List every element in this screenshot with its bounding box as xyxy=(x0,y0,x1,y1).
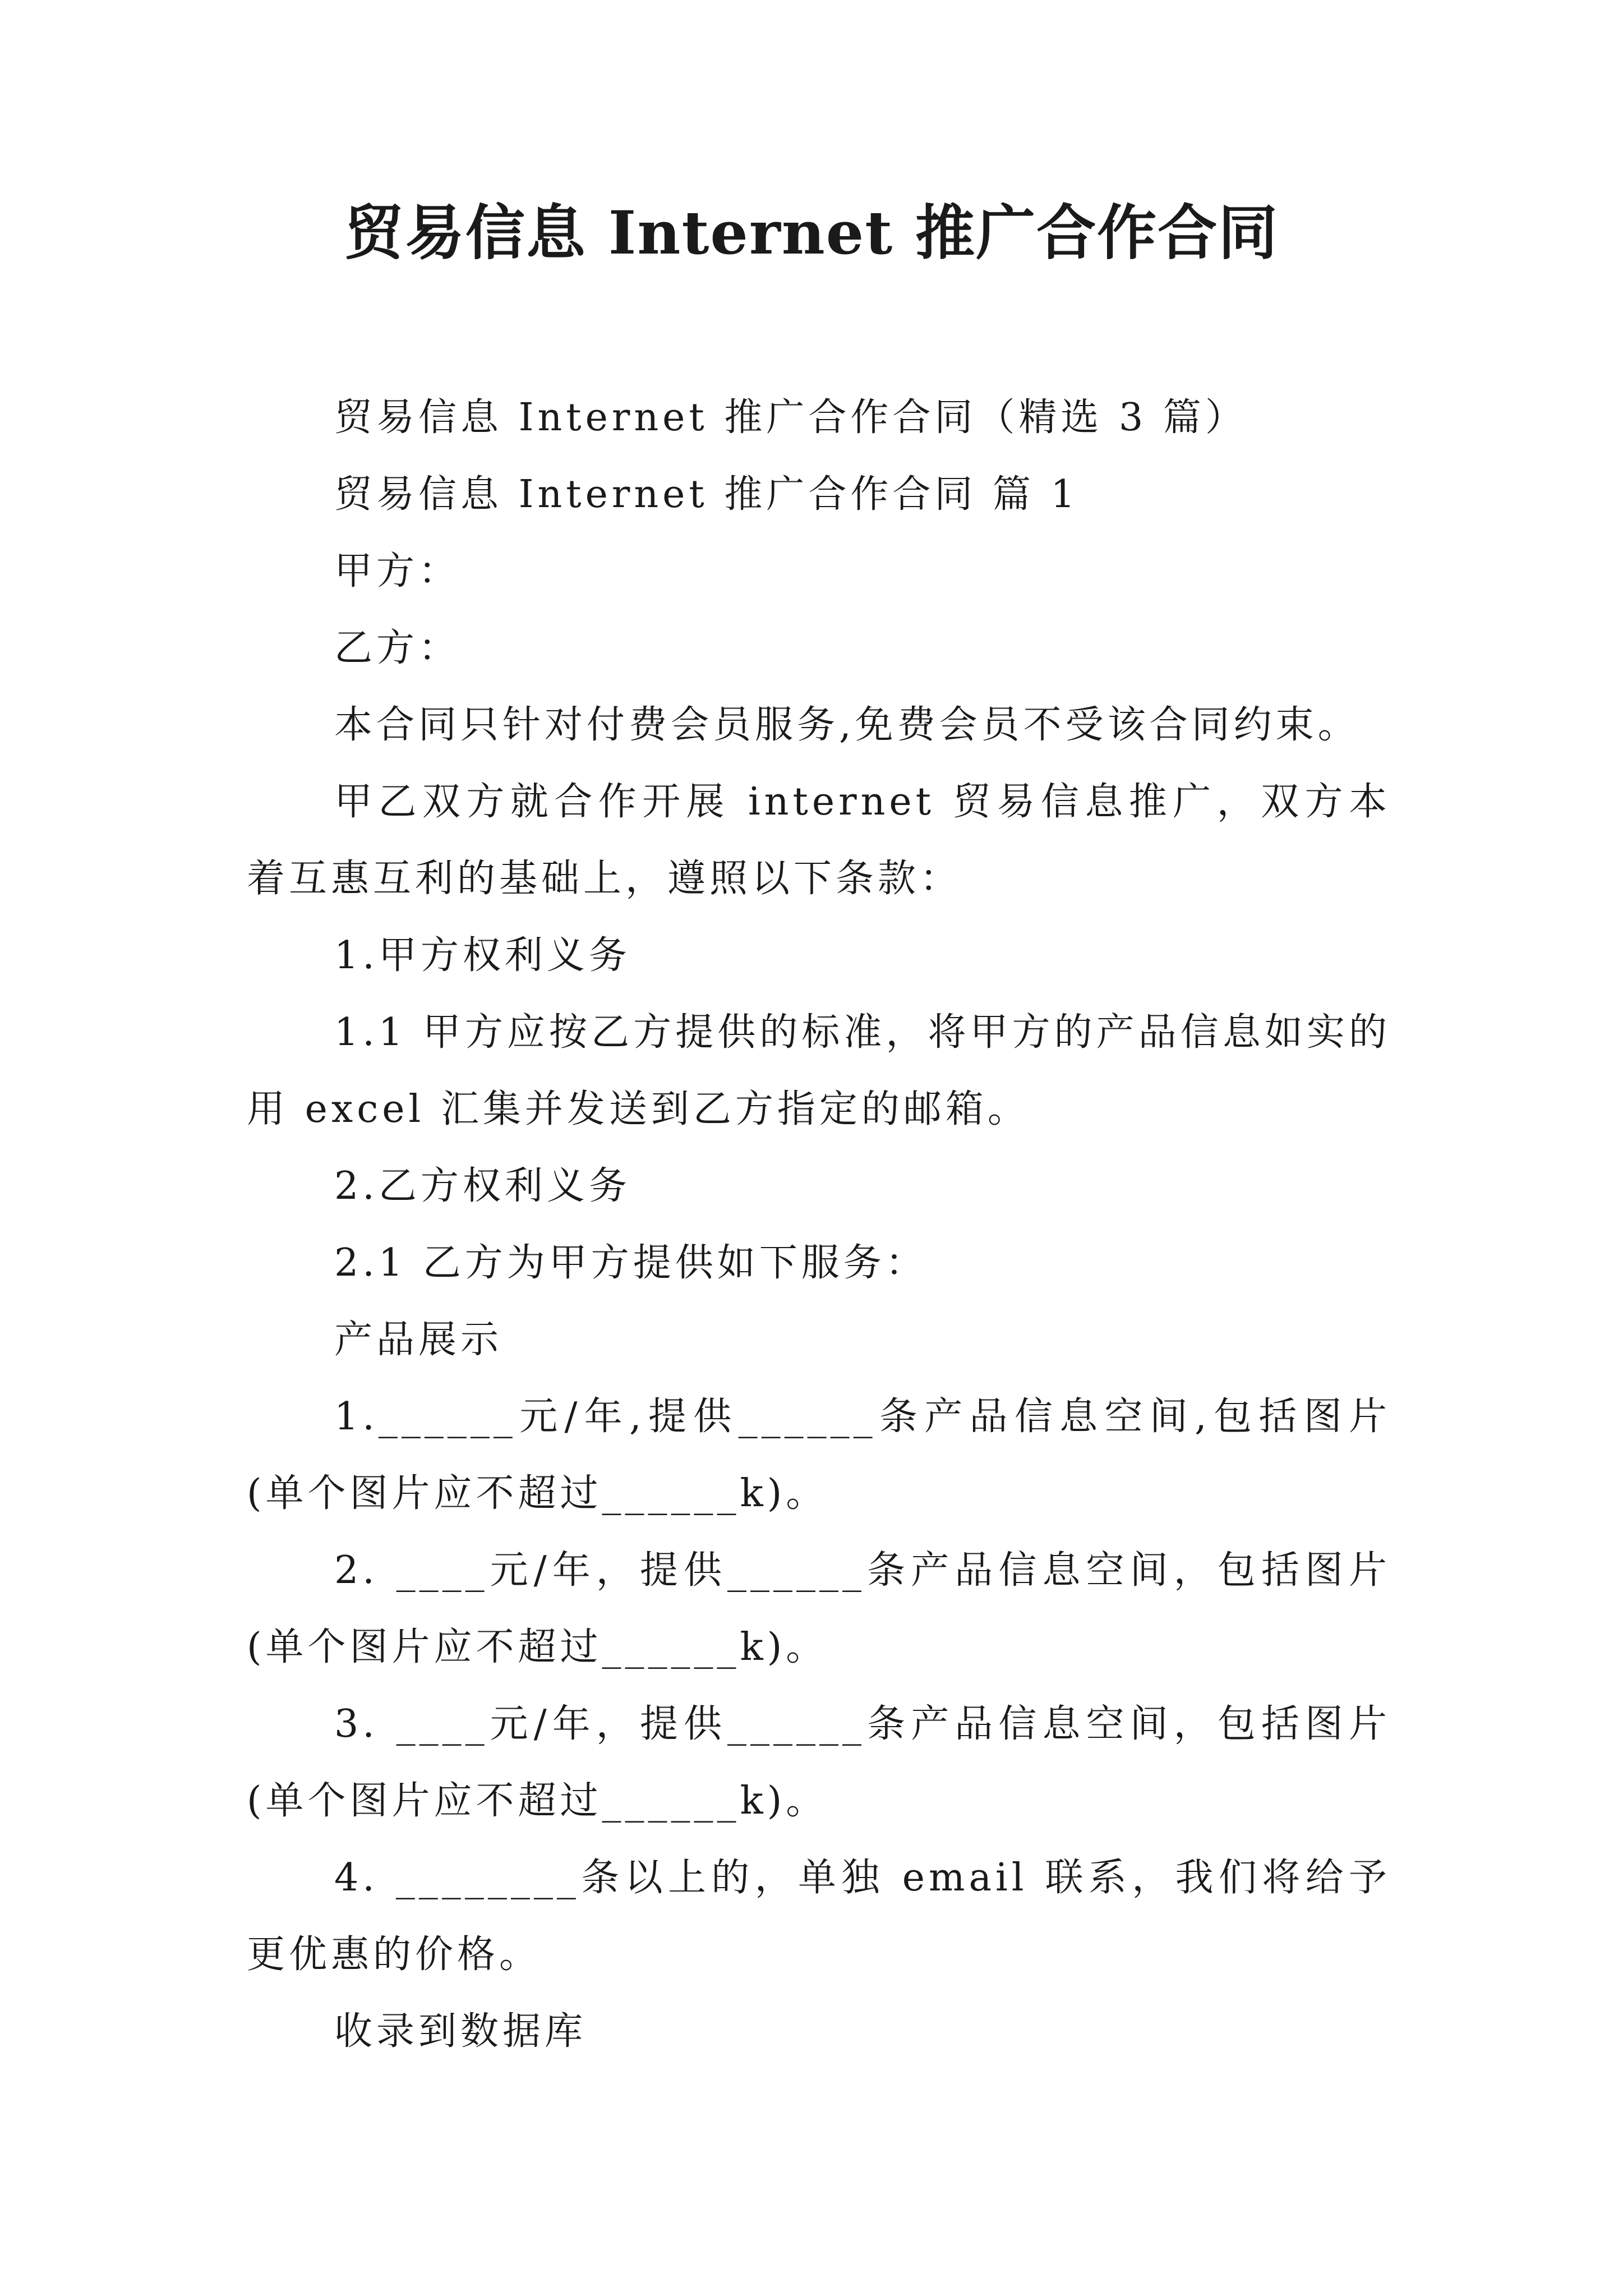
clause-paragraph: 1.1 甲方应按乙方提供的标准，将甲方的产品信息如实的用 excel 汇集并发送到乙方指定的邮箱。 xyxy=(247,1010,1391,1131)
pricing-item: 3. ____元/年，提供______条产品信息空间，包括图片(单个图片应不超过______k)。 xyxy=(247,1702,1391,1823)
clause-paragraph: 2.1 乙方为甲方提供如下服务： xyxy=(334,1241,928,1285)
pricing-item: 1.______元/年,提供______条产品信息空间,包括图片(单个图片应不超过______k)。 xyxy=(247,1395,1391,1516)
clause-heading: 1.甲方权利义务 xyxy=(334,933,631,978)
pricing-item: 2. ____元/年，提供______条产品信息空间，包括图片(单个图片应不超过______k)。 xyxy=(247,1548,1391,1669)
preamble-paragraph: 甲乙双方就合作开展 internet 贸易信息推广，双方本着互惠互利的基础上，遵照以下条款： xyxy=(247,780,1391,901)
subsection-heading: 产品展示 xyxy=(334,1318,503,1362)
subtitle-paragraph: 贸易信息 Internet 推广合作合同（精选 3 篇） xyxy=(334,395,1247,440)
subsection-heading: 收录到数据库 xyxy=(334,2009,587,2054)
clause-heading: 2.乙方权利义务 xyxy=(334,1164,631,1208)
party-b-field: 乙方： xyxy=(334,626,461,670)
party-a-field: 甲方： xyxy=(334,549,461,593)
document-body xyxy=(247,379,1391,2070)
scope-paragraph: 本合同只针对付费会员服务,免费会员不受该合同约束。 xyxy=(334,703,1360,747)
document-title: 贸易信息 Internet 推广合作合同 xyxy=(344,197,1279,268)
section-heading: 贸易信息 Internet 推广合作合同 篇 1 xyxy=(334,472,1079,517)
pricing-item: 4. ________条以上的，单独 email 联系，我们将给予更优惠的价格。 xyxy=(247,1856,1391,1977)
